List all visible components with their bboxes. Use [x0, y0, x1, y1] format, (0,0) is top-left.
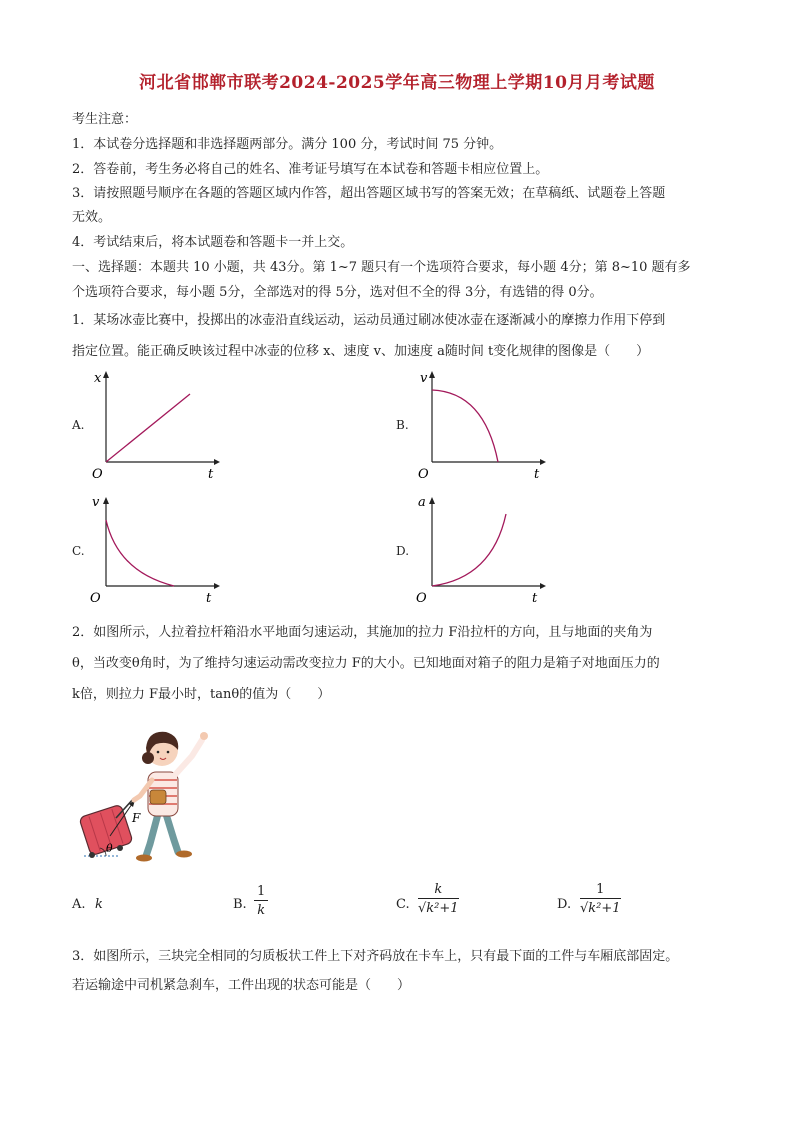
q1-option-a-label: A.: [72, 418, 85, 432]
q1-option-d-label: D.: [396, 544, 410, 558]
notice-item-3: 3．请按照题号顺序在各题的答题区域内作答，超出答题区域书写的答案无效；在草稿纸、试题卷上答题: [72, 186, 666, 201]
notice-item-3-cont: 无效。: [72, 210, 112, 225]
q1-graph-b-curve: [432, 390, 498, 462]
q2-option-d-label: D.: [557, 897, 572, 912]
q2-stem-line-1: 2．如图所示，人拉着拉杆箱沿水平地面匀速运动，其施加的拉力 F沿拉杆的方向，且与地面的夹角为: [72, 625, 653, 640]
q1-graph-a: [88, 364, 228, 482]
q2-option-c-denominator: √k²+1: [418, 901, 459, 916]
q2-option-d-denominator: √k²+1: [580, 901, 621, 916]
notice-item-2: 2．答卷前，考生务必将自己的姓名、准考证号填写在本试卷和答题卡相应位置上。: [72, 162, 549, 177]
q1-graph-d-origin: O: [416, 591, 427, 606]
q1-stem-line-2: 指定位置。能正确反映该过程中冰壶的位移 x、速度 v、加速度 a随时间 t变化规律的图像是（ ）: [72, 344, 650, 359]
q1-graph-a-origin: O: [92, 467, 103, 482]
q2-figure-theta-label: θ: [106, 842, 113, 855]
q2-figure-girl-suitcase: [70, 718, 230, 868]
q1-option-c-label: C.: [72, 544, 85, 558]
q2-figure-F-label: F: [132, 811, 141, 825]
q1-graph-b-ylabel: v: [420, 371, 428, 386]
q1-graph-a-ylabel: x: [94, 371, 102, 386]
q2-option-a-value: k: [95, 897, 103, 912]
q1-graph-b-origin: O: [418, 467, 429, 482]
q2-option-b-label: B.: [233, 897, 247, 912]
q1-graph-d: [414, 490, 554, 608]
q2-option-b-denominator: k: [257, 903, 266, 918]
q2-option-c-label: C.: [396, 897, 410, 912]
q1-graph-b: [414, 364, 554, 482]
q1-stem-line-1: 1．某场冰壶比赛中，投掷出的冰壶沿直线运动，运动员通过刷冰使冰壶在逐渐减小的摩擦力作用下停到: [72, 313, 666, 328]
q1-graph-c: [88, 490, 228, 608]
q1-graph-a-xlabel: t: [208, 467, 214, 482]
section-intro-line-1: 一、选择题：本题共 10 小题，共 43分。第 1~7 题只有一个选项符合要求，每小题 4分；第 8~10 题有多: [72, 260, 691, 275]
page-title: 河北省邯郸市联考2024-2025学年高三物理上学期10月月考试题: [139, 73, 655, 93]
q2-option-b-numerator: 1: [254, 884, 268, 901]
notice-item-4: 4．考试结束后，将本试题卷和答题卡一并上交。: [72, 235, 354, 250]
q1-graph-d-curve: [432, 514, 506, 586]
q3-stem-line-2: 若运输途中司机紧急刹车，工件出现的状态可能是（ ）: [72, 978, 411, 993]
q2-option-d-fraction: [580, 882, 621, 916]
q1-graph-d-xlabel: t: [532, 591, 538, 606]
q1-graph-c-xlabel: t: [206, 591, 212, 606]
section-intro-line-2: 个选项符合要求，每小题 5分，全部选对的得 5分，选对但不全的得 3分，有选错的得 0分。: [72, 285, 603, 300]
q1-graph-c-origin: O: [90, 591, 101, 606]
q3-stem-line-1: 3．如图所示，三块完全相同的匀质板状工件上下对齐码放在卡车上，只有最下面的工件与车厢底部固定。: [72, 949, 679, 964]
q1-graph-b-xlabel: t: [534, 467, 540, 482]
notice-item-1: 1．本试卷分选择题和非选择题两部分。满分 100 分，考试时间 75 分钟。: [72, 137, 503, 152]
q2-option-c-fraction: [418, 882, 459, 916]
q1-graph-a-curve: [106, 394, 190, 462]
q1-option-b-label: B.: [396, 418, 409, 432]
q1-graph-d-ylabel: a: [418, 495, 426, 510]
q2-option-a-label: A.: [72, 897, 86, 912]
q2-stem-line-3: k倍，则拉力 F最小时，tanθ的值为（ ）: [72, 687, 331, 702]
q2-option-c-numerator: k: [418, 882, 459, 899]
q2-option-b-fraction: [254, 884, 268, 918]
q1-graph-c-curve: [106, 520, 174, 586]
q2-option-d-numerator: 1: [580, 882, 621, 899]
q1-graph-c-ylabel: v: [92, 495, 100, 510]
notice-heading: 考生注意：: [72, 112, 138, 127]
q2-stem-line-2: θ，当改变θ角时，为了维持匀速运动需改变拉力 F的大小。已知地面对箱子的阻力是箱子对地面压力的: [72, 656, 660, 671]
